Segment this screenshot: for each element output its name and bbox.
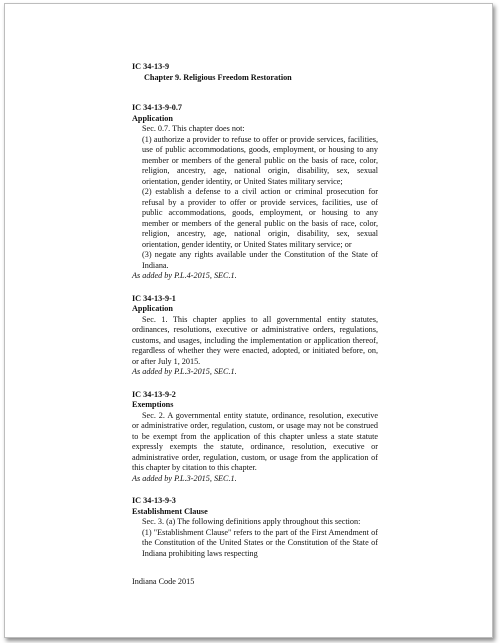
section-1: [132, 294, 378, 378]
page-content: [132, 62, 378, 559]
section-code: IC 34-13-9-0.7: [132, 103, 183, 112]
list-item: (1) "Establishment Clause" refers to the part of the First Amendment of the Constitution of the United States or the Constitution of the State of Indiana prohibiting laws respecting: [142, 527, 378, 558]
section-code: IC 34-13-9-1: [132, 293, 176, 303]
list-item: (3) negate any rights available under the Constitution of the State of Indiana.: [142, 250, 378, 270]
section-lead: Sec. 0.7. This chapter does not:: [142, 124, 245, 133]
section-title: Exemptions: [132, 400, 174, 409]
page-footer: Indiana Code 2015: [132, 577, 195, 586]
section-0-7: [132, 103, 378, 282]
section-lead: Sec. 2. A governmental entity statute, ordinance, resolution, executive or administrative order, regulation, custom, or usage may not be construed to be exempt from the application of this chapter unless a state statute expressly exempts the statute, ordinance, resolution, executive or administrative order, regulation, custom, or usage from the application of this chapter by citation to this chapter.: [132, 410, 378, 472]
spacer: [132, 83, 378, 91]
chapter-header: [132, 62, 378, 83]
history-note: As added by P.L.3-2015, SEC.1.: [132, 473, 237, 483]
section-code: IC 34-13-9-2: [132, 389, 176, 399]
section-title: Establishment Clause: [132, 506, 208, 516]
section-2: [132, 390, 378, 485]
section-3: [132, 496, 378, 559]
history-note: As added by P.L.3-2015, SEC.1.: [132, 367, 237, 376]
list-item: (1) authorize a provider to refuse to offer or provide services, facilities, use of public accommodations, goods, employment, or housing to any member or members of the general public on the basis of race, color, religion, ancestry, age, national origin, disability, sex, sexual orientation, gender identity, or United States military service;: [142, 134, 378, 186]
section-lead: Sec. 3. (a) The following definitions apply throughout this section:: [142, 517, 361, 526]
chapter-code: IC 34-13-9: [132, 62, 170, 71]
chapter-title: Chapter 9. Religious Freedom Restoration: [144, 72, 292, 82]
history-note: As added by P.L.4-2015, SEC.1.: [132, 271, 237, 280]
list-item: (2) establish a defense to a civil action or criminal prosecution for refusal by a provider to offer or provide services, facilities, use of public accommodations, goods, employment, or housing to any member or members of the general public on the basis of race, color, religion, ancestry, age, national origin, disability, sex, sexual orientation, gender identity, or United States military service; or: [142, 187, 378, 249]
document-page: [4, 3, 493, 638]
section-code: IC 34-13-9-3: [132, 496, 176, 505]
section-title: Application: [132, 304, 173, 313]
section-title: Application: [132, 113, 173, 123]
section-lead: Sec. 1. This chapter applies to all governmental entity statutes, ordinances, resolutions, executive or administrative orders, regulations, customs, and usages, including the implementation or application thereof, regardless of whether they were enacted, adopted, or initiated before, on, or after July 1, 2015.: [132, 314, 378, 366]
